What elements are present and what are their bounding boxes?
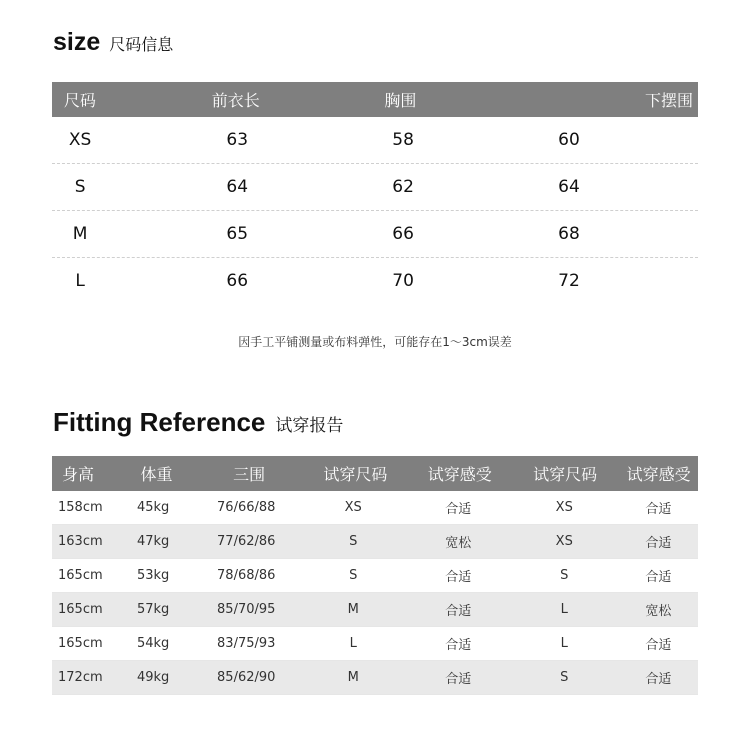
fitting-table-row	[52, 559, 698, 593]
fitting-cell: 76/66/88	[217, 500, 276, 515]
measurement-note: 因手工平铺测量或布料弹性，可能存在1～3cm误差	[238, 335, 512, 349]
size-cell: S	[74, 177, 86, 197]
fitting-cell: 165cm	[58, 568, 103, 583]
size-cell: 62	[392, 177, 414, 197]
fitting-cell: 合适	[645, 570, 672, 585]
fitting-cell: 49kg	[136, 670, 170, 685]
fitting-cell: 合适	[445, 604, 472, 619]
fitting-cell: S	[349, 534, 358, 549]
size-table-row	[52, 117, 698, 164]
fitting-table	[52, 456, 698, 695]
size-cell: 63	[226, 130, 249, 150]
fitting-header-cell: 试穿尺码	[323, 465, 388, 484]
fitting-cell: 158cm	[58, 500, 103, 515]
fitting-cell: 合适	[445, 638, 472, 653]
size-cell: 66	[392, 224, 414, 244]
fitting-cell: 47kg	[136, 534, 170, 549]
size-table	[52, 82, 698, 304]
fitting-cell: S	[349, 568, 358, 583]
fitting-cell: 165cm	[58, 602, 103, 617]
fitting-header-cell: 体重	[140, 465, 173, 484]
size-title-zh: 尺码信息	[109, 35, 174, 54]
size-header-cell: 前衣长	[211, 91, 260, 110]
fitting-cell: 合适	[645, 536, 672, 551]
fitting-cell: 合适	[645, 672, 672, 687]
fitting-cell: XS	[555, 500, 573, 515]
fitting-cell: 85/70/95	[217, 602, 276, 617]
fitting-cell: 合适	[445, 502, 472, 517]
size-header-cell: 尺码	[63, 91, 96, 110]
size-cell: 65	[226, 224, 249, 244]
fitting-header-cell: 三围	[233, 465, 266, 484]
fitting-cell: L	[349, 636, 357, 651]
fitting-title-zh: 试穿报告	[275, 416, 344, 436]
fitting-cell: 85/62/90	[217, 670, 276, 685]
fitting-header-cell: 身高	[62, 465, 95, 484]
size-header-cell: 下摆围	[644, 91, 693, 110]
fitting-cell: 57kg	[136, 602, 170, 617]
fitting-table-row	[52, 491, 698, 525]
fitting-cell: 165cm	[58, 636, 103, 651]
size-cell: 64	[226, 177, 249, 197]
size-table-row	[52, 211, 698, 258]
fitting-cell: XS	[344, 500, 362, 515]
fitting-cell: S	[560, 568, 569, 583]
size-cell: 68	[558, 224, 580, 244]
size-cell: 64	[558, 177, 580, 197]
fitting-cell: 合适	[445, 672, 472, 687]
fitting-cell: 54kg	[136, 636, 170, 651]
fitting-table-row	[52, 661, 698, 695]
fitting-cell: 163cm	[58, 534, 103, 549]
fitting-table-row	[52, 525, 698, 559]
size-title-en: size	[53, 28, 101, 56]
fitting-cell: 合适	[445, 570, 472, 585]
fitting-cell: 53kg	[136, 568, 170, 583]
size-section-title	[53, 28, 173, 57]
fitting-table-row	[52, 593, 698, 627]
size-header-cell: 胸围	[384, 91, 417, 110]
fitting-cell: 77/62/86	[217, 534, 276, 549]
fitting-section-title	[53, 407, 343, 438]
size-cell: L	[75, 271, 85, 291]
fitting-table-row	[52, 627, 698, 661]
size-table-header	[52, 82, 698, 117]
size-table-row	[52, 258, 698, 304]
fitting-header-cell: 试穿感受	[626, 465, 691, 484]
fitting-cell: 83/75/93	[217, 636, 276, 651]
fitting-cell: 合适	[645, 638, 672, 653]
size-cell: 60	[558, 130, 580, 150]
fitting-cell: 78/68/86	[217, 568, 276, 583]
fitting-cell: S	[560, 670, 569, 685]
size-table-row	[52, 164, 698, 211]
fitting-cell: L	[560, 602, 568, 617]
size-cell: 58	[392, 130, 414, 150]
size-cell: XS	[68, 130, 92, 150]
size-cell: 70	[392, 271, 414, 291]
size-cell: 72	[558, 271, 580, 291]
fitting-cell: 172cm	[58, 670, 103, 685]
fitting-cell: 合适	[645, 502, 672, 517]
fitting-cell: 45kg	[136, 500, 170, 515]
size-cell: 66	[226, 271, 249, 291]
fitting-cell: XS	[555, 534, 573, 549]
fitting-cell: 宽松	[445, 536, 472, 551]
size-cell: M	[72, 224, 88, 244]
fitting-header-cell: 试穿尺码	[533, 465, 598, 484]
fitting-cell: M	[347, 602, 359, 617]
fitting-header-cell: 试穿感受	[427, 465, 492, 484]
fitting-cell: 宽松	[645, 604, 672, 619]
fitting-title-en: Fitting Reference	[53, 407, 266, 437]
fitting-cell: L	[560, 636, 568, 651]
fitting-cell: M	[347, 670, 359, 685]
fitting-table-header	[52, 456, 698, 491]
